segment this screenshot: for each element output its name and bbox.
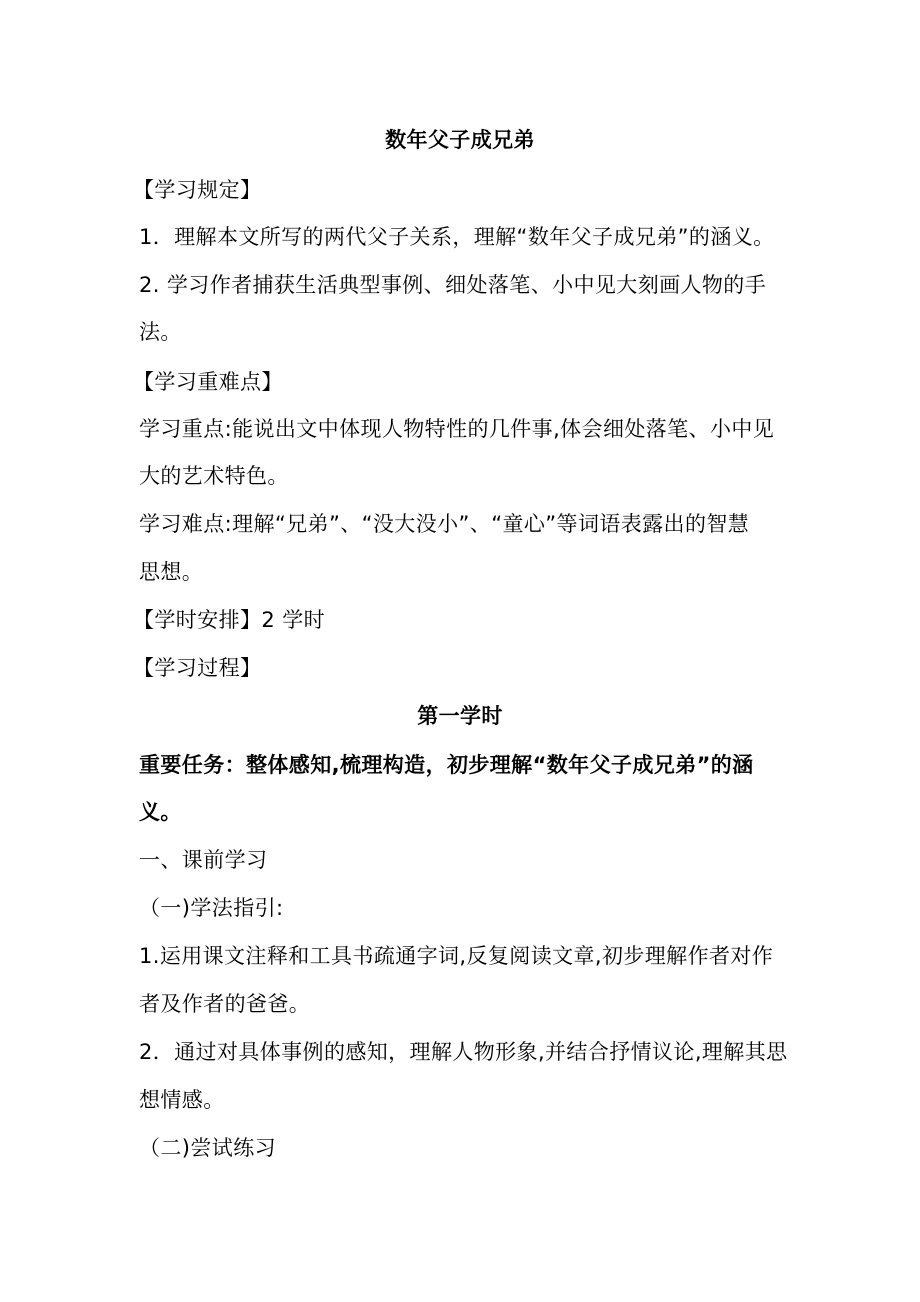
task-line-1: 重要任务：整体感知,梳理构造，初步理解“数年父子成兄弟”的涵 [139,753,754,777]
process-heading: 【学习过程】 [133,656,262,680]
lesson-title: 第一学时 [417,704,503,728]
document-title: 数年父子成兄弟 [385,128,535,152]
requirement-2-line-2: 法。 [139,320,182,344]
requirements-heading: 【学习规定】 [133,178,262,202]
key-point-line-2: 大的艺术特色。 [139,464,289,488]
subsection-one-heading: （一)学法指引: [139,896,284,920]
guide-1-line-1: 1.运用课文注释和工具书疏通字词,反复阅读文章,初步理解作者对作 [139,944,774,968]
requirement-1: 1．理解本文所写的两代父子关系，理解“数年父子成兄弟”的涵义。 [139,225,775,249]
difficulty-line-2: 思想。 [139,560,204,584]
guide-1-line-2: 者及作者的爸爸。 [139,992,311,1016]
guide-2-line-2: 想情感。 [139,1088,225,1112]
difficulty-line-1: 学习难点:理解“兄弟”、“没大没小”、“童心”等词语表露出的智慧 [139,512,750,536]
key-points-heading: 【学习重难点】 [133,370,283,394]
task-line-2: 义。 [139,800,182,824]
section-one-heading: 一、课前学习 [139,848,268,872]
requirement-2-line-1: 2. 学习作者捕获生活典型事例、细处落笔、小中见大刻画人物的手 [139,273,767,297]
schedule-line: 【学时安排】2 学时 [133,608,326,632]
subsection-two-heading: （二)尝试练习 [139,1136,276,1160]
key-point-line-1: 学习重点:能说出文中体现人物特性的几件事,体会细处落笔、小中见 [139,417,775,441]
guide-2-line-1: 2．通过对具体事例的感知，理解人物形象,并结合抒情议论,理解其思 [139,1040,788,1064]
